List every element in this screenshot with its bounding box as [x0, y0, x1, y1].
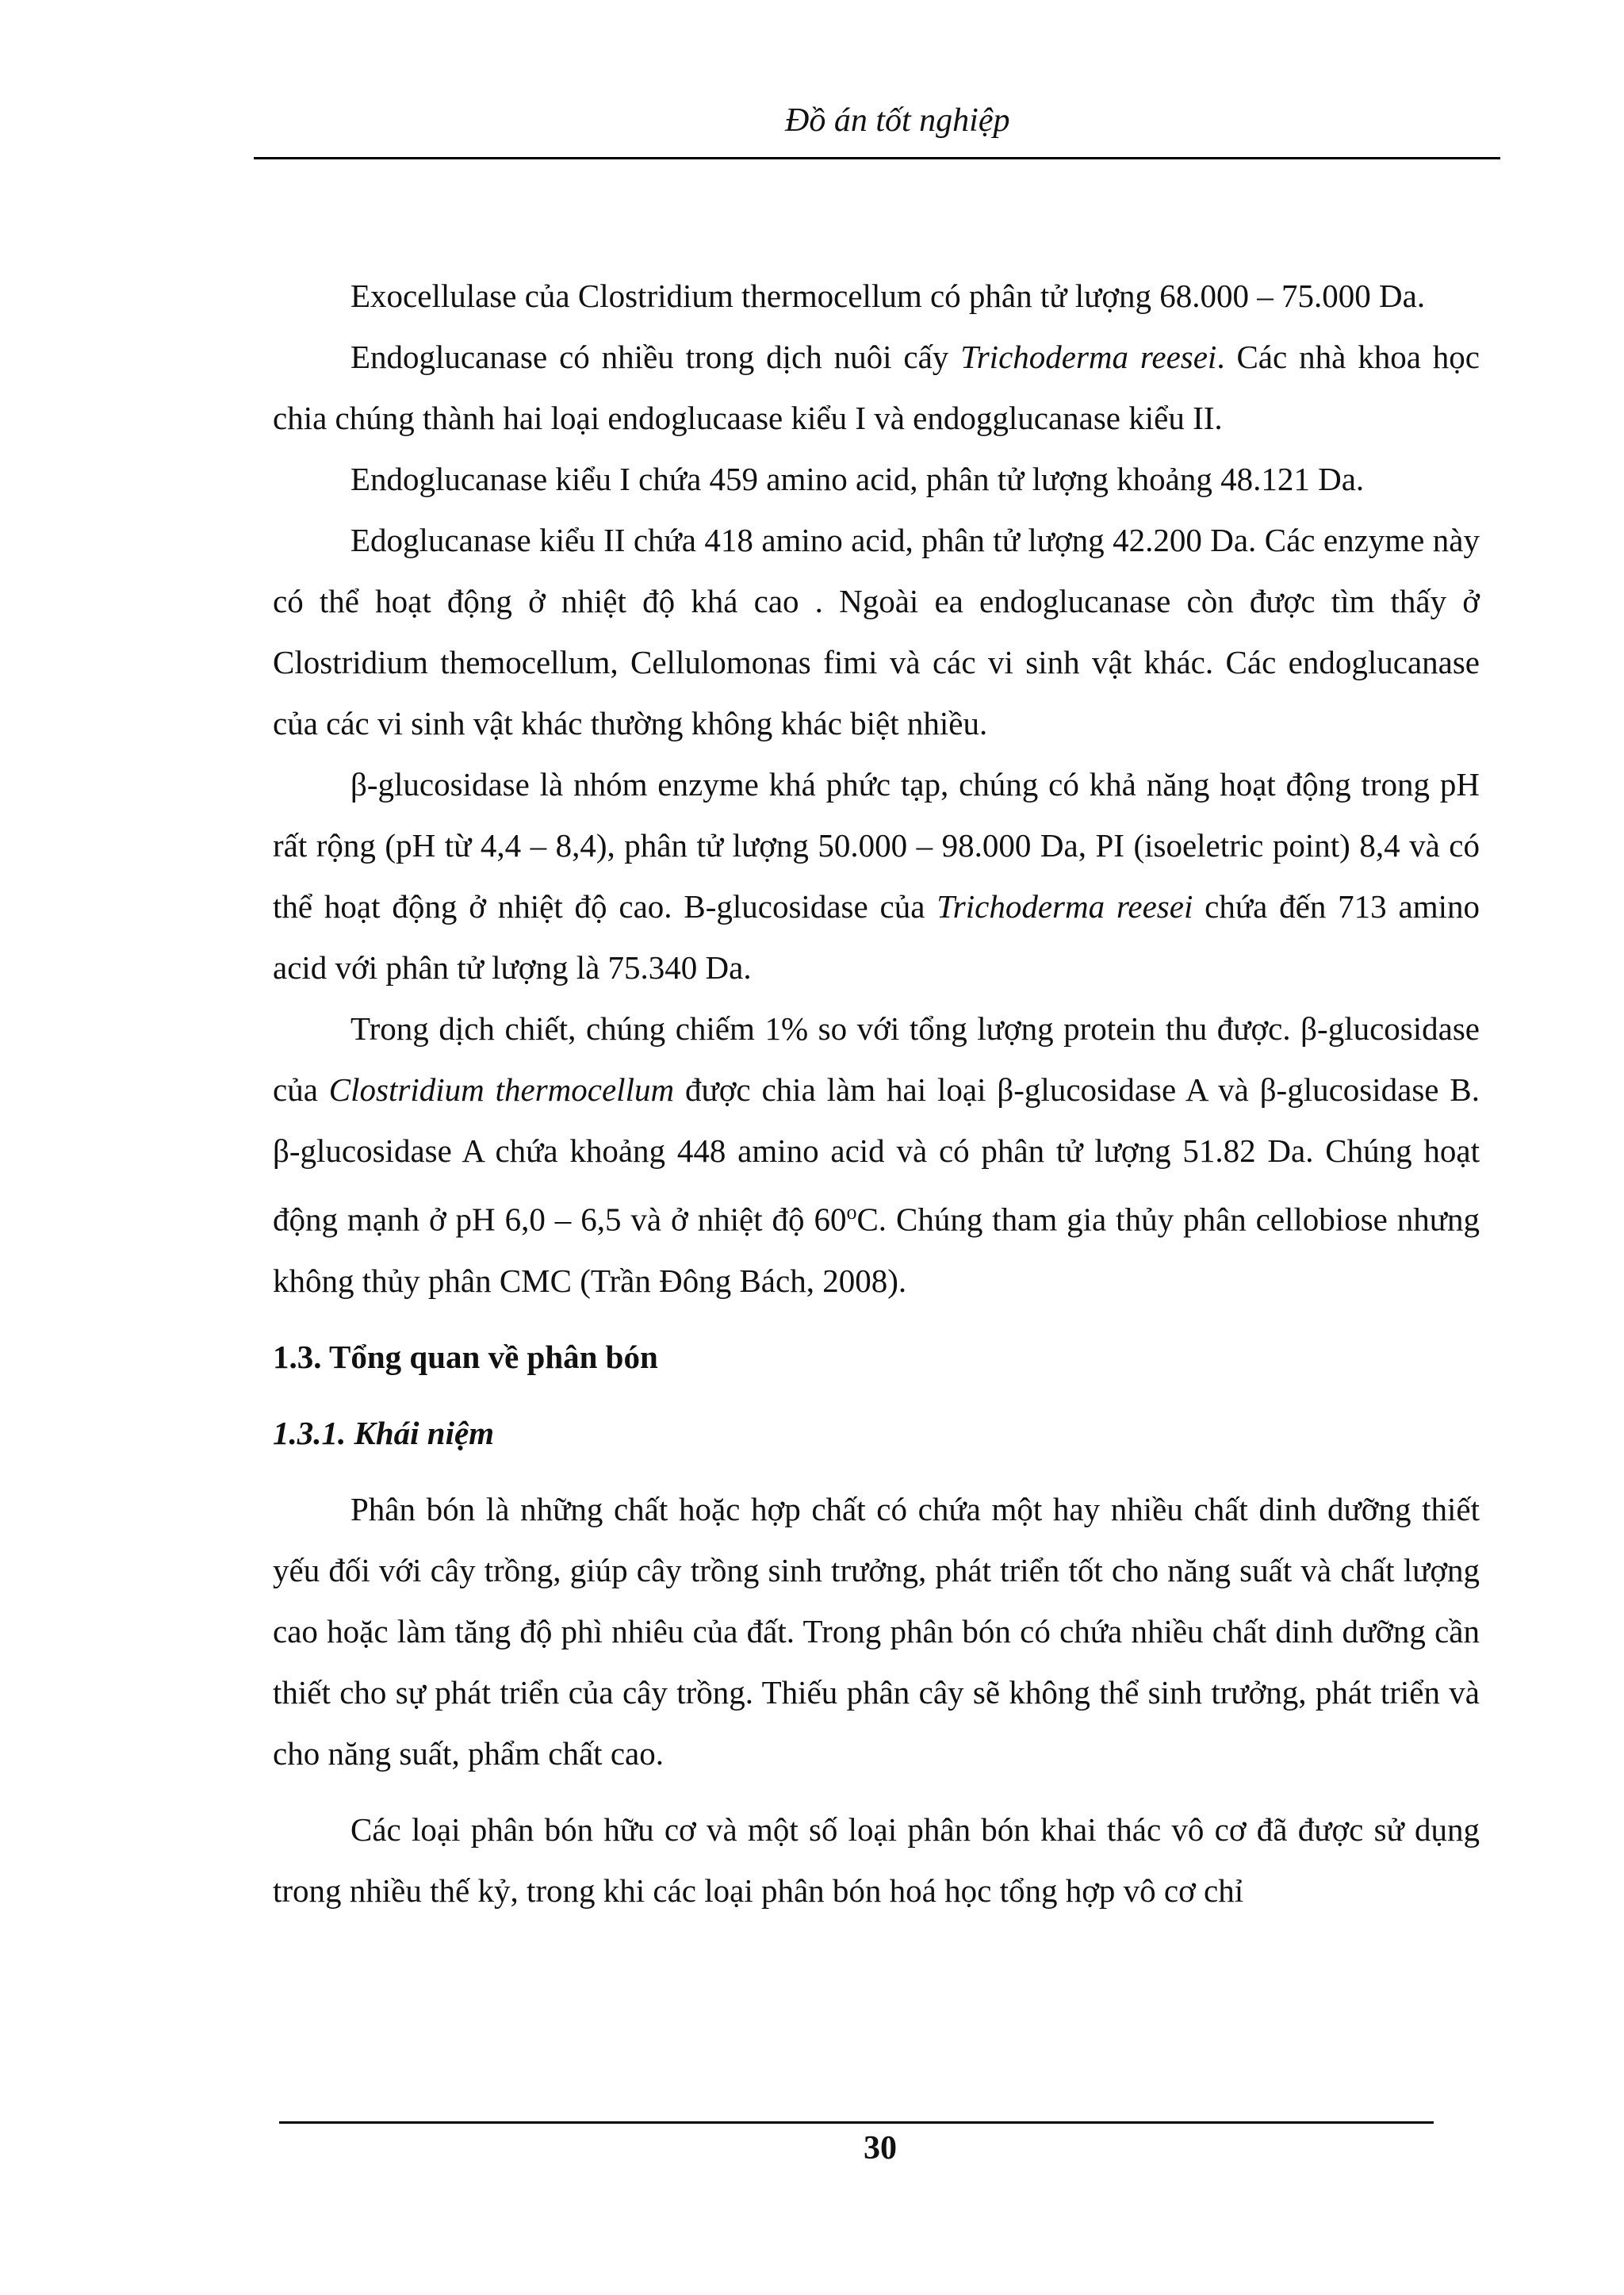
- section-heading: 1.3. Tổng quan về phân bón: [273, 1338, 658, 1375]
- species-name: Trichoderma reesei: [936, 888, 1193, 925]
- header-divider: [254, 157, 1500, 159]
- paragraph-text: β-glucosidase là nhóm enzyme khá phức tạp, chúng có khả năng hoạt động trong pH rất rộng (pH từ 4,4 – 8,4), phân tử lượng 50.000 – 98.000 Da, PI (isoeletric point) 8,4 và có thể hoạt động ở nhiệt độ cao. B-glucosidase của: [273, 766, 1480, 925]
- subsection-heading: 1.3.1. Khái niệm: [273, 1414, 495, 1451]
- paragraph-text: chứa đến 713 amino acid với phân tử lượng là 75.340 Da.: [273, 888, 1480, 986]
- species-name: Clostridium thermocellum: [328, 1071, 675, 1108]
- page-number: 30: [864, 2130, 897, 2167]
- species-name: Trichoderma reesei: [960, 339, 1217, 375]
- paragraph-extract: [273, 998, 1480, 1312]
- footer-divider: [279, 2121, 1434, 2124]
- page-header-title: Đồ án tốt nghiệp: [785, 102, 1010, 139]
- document-body: [273, 266, 1480, 1921]
- paragraph-endoglucanase-type-2: Edoglucanase kiểu II chứa 418 amino acid, phân tử lượng 42.200 Da. Các enzyme này có thể hoạt động ở nhiệt độ khá cao . Ngoài ea endoglucanase còn được tìm thấy ở Clostridium themocellum, Cellulomonas fimi và các vi sinh vật khác. Các endoglucanase của các vi sinh vật khác thường không khác biệt nhiều.: [273, 522, 1480, 741]
- paragraph-fertilizer-definition: Phân bón là những chất hoặc hợp chất có chứa một hay nhiều chất dinh dưỡng thiết yếu đối với cây trồng, giúp cây trồng sinh trưởng, phát triển tốt cho năng suất và chất lượng cao hoặc làm tăng độ phì nhiêu của đất. Trong phân bón có chứa nhiều chất dinh dưỡng cần thiết cho sự phát triển của cây trồng. Thiếu phân cây sẽ không thể sinh trưởng, phát triển và cho năng suất, phẩm chất cao.: [273, 1490, 1480, 1772]
- paragraph-text: . Các nhà khoa học chia chúng thành hai loại endoglucaase kiểu I và endogglucanase kiểu II.: [273, 339, 1480, 436]
- degree-superscript: o: [846, 1201, 857, 1224]
- paragraph-fertilizer-history: Các loại phân bón hữu cơ và một số loại phân bón khai thác vô cơ đã được sử dụng trong nhiều thế kỷ, trong khi các loại phân bón hoá học tổng hợp vô cơ chỉ: [273, 1810, 1480, 1909]
- paragraph-text: Trong dịch chiết, chúng chiếm 1% so với tổng lượng protein thu được. β-glucosidase của: [273, 1010, 1480, 1108]
- paragraph-text: Endoglucanase có nhiều trong dịch nuôi cấy: [350, 339, 961, 375]
- paragraph-text: C. Chúng tham gia thủy phân cellobiose nhưng không thủy phân CMC (Trần Đông Bách, 2008).: [273, 1201, 1480, 1299]
- paragraph-endoglucanase-type-1: Endoglucanase kiểu I chứa 459 amino acid, phân tử lượng khoảng 48.121 Da.: [350, 461, 1365, 497]
- paragraph-exocellulase: Exocellulase của Clostridium thermocellum có phân tử lượng 68.000 – 75.000 Da.: [350, 278, 1426, 314]
- paragraph-endoglucanase: [273, 327, 1480, 449]
- paragraph-beta-glucosidase: [273, 754, 1480, 998]
- paragraph-text: được chia làm hai loại β-glucosidase A và β-glucosidase B. β-glucosidase A chứa khoảng 448 amino acid và có phân tử lượng 51.82 Da. Chúng hoạt động mạnh ở pH 6,0 – 6,5 và ở nhiệt độ 60: [273, 1071, 1480, 1238]
